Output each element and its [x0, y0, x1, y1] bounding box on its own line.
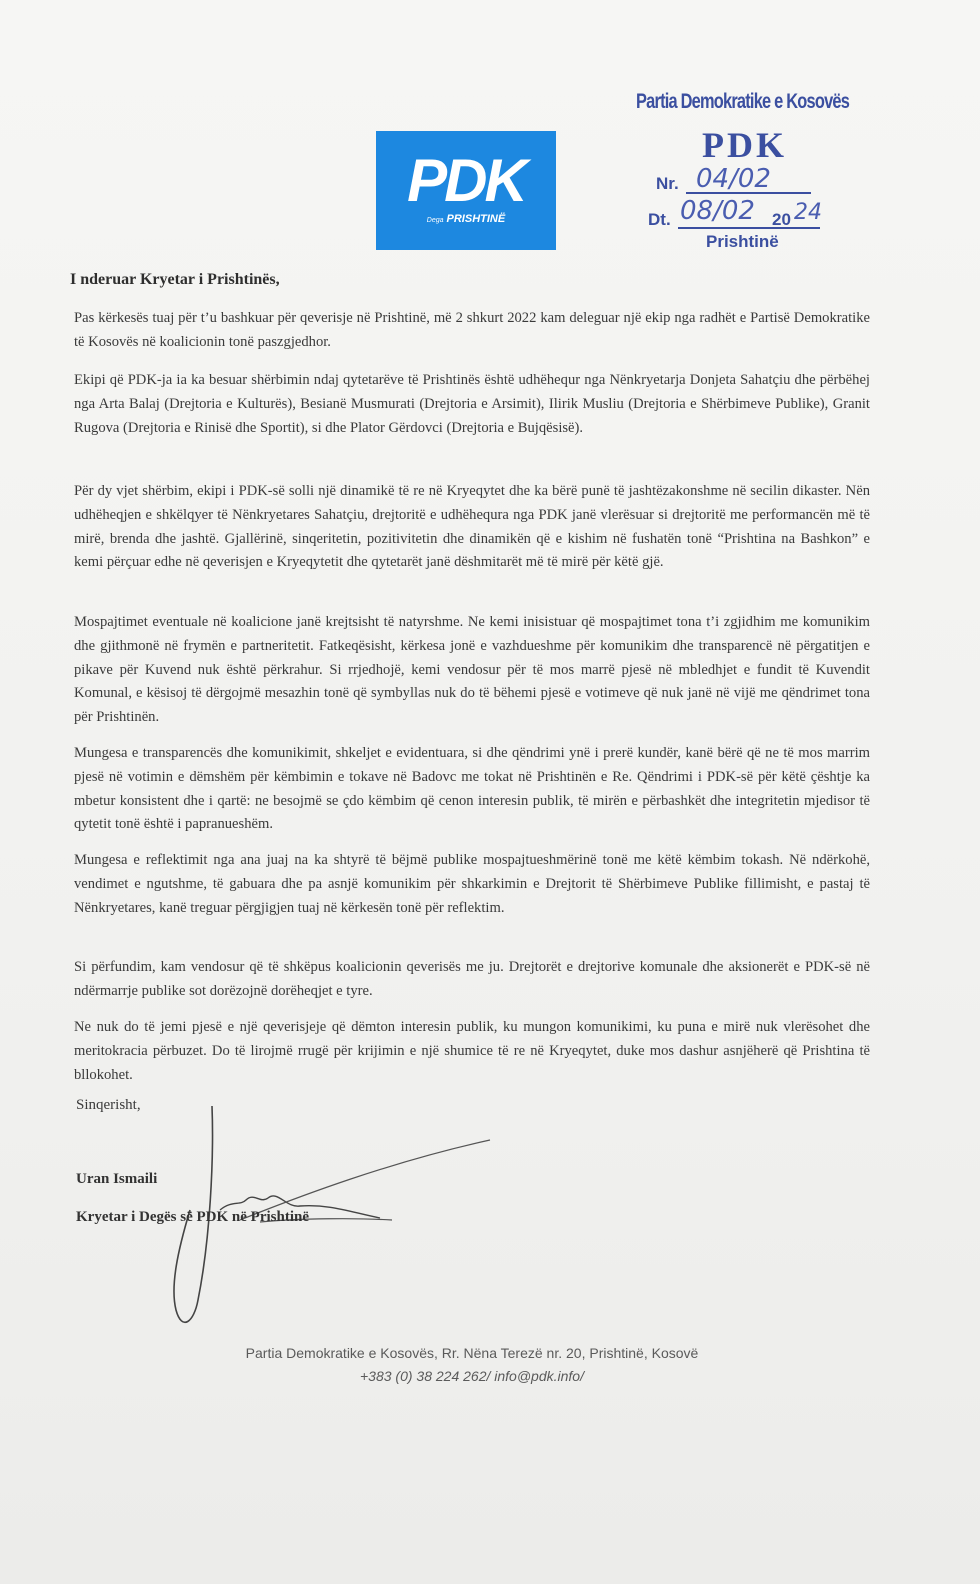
paragraph: Mospajtimet eventuale në koalicione janë krejtsisht të natyrshme. Ne kemi inisistuar që mospajtimet tona t’i zgjidhim me komunikim dhe gjithmonë në frymën e partneritetit. Fatkeqësisht, kërkesa jonë e vazhdueshme për komunikim dhe transparencë në përgatitjen e pikave për Kuvend nuk është përkrahur. Si rrjedhojë, kemi vendosur për të mos marrë pjesë në mbledhjet e fundit të Kuvendit Komunal, e kësisoj të dërgojmë mesazhin tonë që symbyllas nuk do të bëhemi pjesë e votimeve që nuk janë në vijë me qëndrimet tona për Prishtinën. — [74, 614, 870, 726]
logo-branch — [427, 213, 505, 225]
paragraph: Mungesa e reflektimit nga ana juaj na ka shtyrë të bëjmë publike mospajtueshmërinë tonë me këtë këmbim tokash. Në ndërkohë, vendimet e ngutshme, të gabuara dhe pa asnjë komunikim për shkarkimin e Drejtorit të Shërbimeve Publike fillimisht, e pastaj të Nënkryetares, kanë treguar përgjigjen tuaj në kërkesën tonë për reflektim. — [74, 852, 870, 916]
stamp-nr-value: 04/02 — [696, 164, 771, 194]
pdk-logo — [376, 131, 556, 250]
paragraph: Për dy vjet shërbim, ekipi i PDK-së solli një dinamikë të re në Kryeqytet dhe ka bërë punë të jashtëzakonshme në secilin dikaster. Nën udhëheqjen e shkëlqyer të Nënkryetares Sahatçiu, drejtoritë e udhëhequra nga PDK janë vlerësuar si drejtoritë me performancën më të mirë, brenda dhe jashtë. Gjallërinë, sinqeritetin, pozitivitetin dhe dinamikën që e kishim në fushatën tonë “Prishtina na Bashkon” e kemi përçuar edhe në qeverisjen e Kryeqytetit dhe qytetarët janë dëshmitarët më të mirë për këtë gjë. — [74, 483, 870, 571]
stamp-year-handwritten: 24 — [794, 200, 822, 225]
stamp-date-line — [678, 227, 820, 229]
stamp-date-label: Dt. — [648, 210, 671, 229]
letter-closing: Sinqerisht, — [76, 1097, 141, 1113]
stamp-city: Prishtinë — [706, 232, 779, 251]
letter-greeting: I nderuar Kryetar i Prishtinës, — [70, 271, 280, 288]
stamp-party-name: Partia Demokratike e Kosovës — [636, 90, 850, 113]
stamp-date-value: 08/02 — [680, 196, 755, 226]
footer-contact: +383 (0) 38 224 262/ info@pdk.info/ — [360, 1368, 584, 1384]
logo-mark: PDK — [407, 146, 525, 214]
paragraph: Pas kërkesës tuaj për t’u bashkuar për qeverisje në Prishtinë, më 2 shkurt 2022 kam deleguar një ekip nga radhët e Partisë Demokratike të Kosovës në koalicionin tonë paszgjedhor. — [74, 310, 870, 350]
paragraph: Mungesa e transparencës dhe komunikimit, shkeljet e evidentuara, si dhe qëndrimi ynë i prerë kundër, kanë bërë që ne të mos marrim pjesë në votimin e dëmshëm për këmbimin e tokave në Badovc me tokat në Prishtinën e Re. Qëndrimi i PDK-së për këtë çështje ka mbetur konsistent dhe i qartë: ne besojmë se çdo këmbim që cenon interesin publik, të mirën e përbashkët dhe integritetin mjedisor të qytetit tonë është i papranueshëm. — [74, 745, 870, 833]
stamp-nr-line — [686, 192, 811, 194]
paragraph: Ekipi që PDK-ja ia ka besuar shërbimin ndaj qytetarëve të Prishtinës është udhëhequr nga Nënkryetarja Donjeta Sahatçiu dhe përbëhej nga Arta Balaj (Drejtoria e Kulturës), Besianë Musmurati (Drejtoria e Arsimit), Ilirik Musliu (Drejtoria e Shërbimeve Publike), Granit Rugova (Drejtoria e Rinisë dhe Sportit), si dhe Plator Gërdovci (Drejtoria e Bujqësisë). — [74, 372, 870, 436]
signatory-title: Kryetar i Degës së PDK në Prishtinë — [76, 1209, 310, 1225]
logo-branch-city: PRISHTINË — [446, 212, 506, 225]
stamp-abbr: PDK — [702, 125, 787, 165]
stamp-nr-label: Nr. — [656, 174, 679, 193]
logo-branch-prefix: Dega — [426, 216, 444, 224]
signatory-name: Uran Ismaili — [76, 1171, 158, 1187]
stamp-year-prefix: 20 — [772, 210, 791, 229]
footer-address: Partia Demokratike e Kosovës, Rr. Nëna Terezë nr. 20, Prishtinë, Kosovë — [245, 1345, 699, 1361]
paragraph: Si përfundim, kam vendosur që të shkëpus koalicionin qeverisës me ju. Drejtorët e drejtorive komunale dhe aksionerët e PDK-së në ndërmarrje publike sot dorëzojnë dorëheqjet e tyre. — [74, 959, 870, 999]
registration-stamp — [630, 86, 860, 256]
paragraph: Ne nuk do të jemi pjesë e një qeverisjeje që dëmton interesin publik, ku mungon komunikimi, ku puna e mirë nuk vlerësohet dhe meritokracia përbuzet. Do të lirojmë rrugë për krijimin e një shumice të re në Kryeqytet, duke mos dashur asnjëherë që Prishtina të bllokohet. — [74, 1019, 870, 1083]
